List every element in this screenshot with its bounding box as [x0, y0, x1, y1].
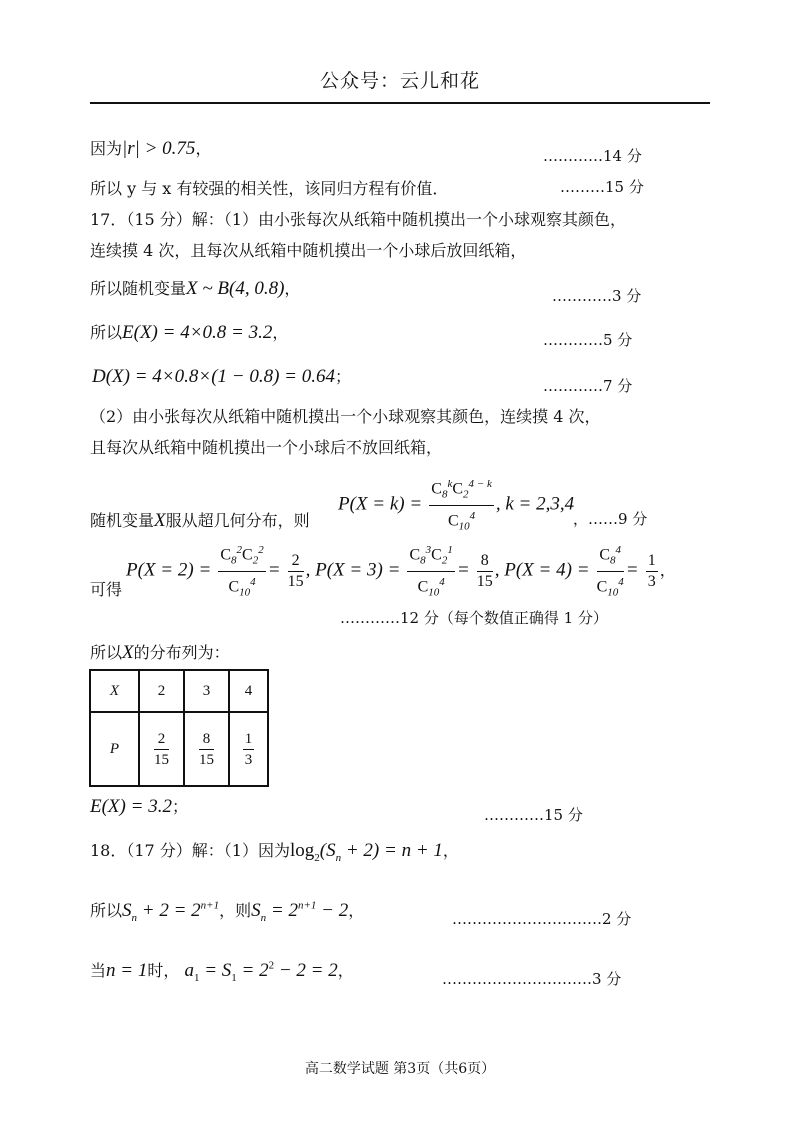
line-ex — [90, 794, 188, 818]
line-r-condition — [90, 136, 211, 160]
score-3: …………3 分 — [552, 287, 642, 305]
math: P(X = 2) = — [126, 559, 212, 581]
page-header: 公众号：云儿和花 — [319, 70, 480, 92]
math: , k = 2,3,4 — [495, 493, 575, 515]
table-row — [90, 712, 268, 786]
table-header-x: X — [90, 670, 139, 712]
line-a1 — [90, 958, 354, 984]
text: ， — [659, 560, 676, 580]
fraction: $\frac{2}{15}$ — [287, 551, 304, 590]
text: 所以 — [90, 901, 123, 920]
math: = — [456, 559, 470, 581]
math: $S_n + 2 = 2^{n+1}$ — [122, 899, 220, 924]
label-kede: 可得 — [90, 580, 123, 599]
text: 时， — [147, 961, 180, 980]
text: 的分布列为： — [133, 643, 230, 662]
header-rule — [90, 102, 710, 104]
part-2-line1: （2）由小张每次从纸箱中随机摸出一个小球观察其颜色，连续摸 4 次， — [90, 407, 601, 426]
text: 所以随机变量 — [90, 279, 187, 298]
line-binomial — [90, 276, 300, 300]
score-14: …………14 分 — [543, 147, 642, 165]
math: X — [122, 642, 134, 663]
line-correlation: 所以 y 与 x 有较强的相关性，该同归方程有价值． — [90, 179, 449, 198]
math: P(X = k) = — [338, 493, 423, 515]
fraction: $\frac{8}{15}$ — [476, 551, 493, 590]
text: 随机变量 — [90, 511, 155, 530]
text: ； — [171, 797, 188, 816]
math: n = 1 — [106, 960, 148, 981]
math: , P(X = 4) = — [494, 559, 590, 581]
line-variance — [92, 364, 351, 388]
table-cell: $\frac{2}{15}$ — [139, 712, 184, 786]
score-12: …………12 分（每个数值正确得 1 分） — [340, 609, 608, 627]
table-cell: $\frac{1}{3}$ — [229, 712, 268, 786]
math: = — [267, 559, 281, 581]
fraction: $\frac{C_8^2C_2^2}{C_{10}^4}$ — [218, 540, 265, 602]
math-binomial: X ~ B(4, 0.8) — [186, 278, 285, 299]
fraction: $\frac{C_8^kC_2^{4 - k}}{C_{10}^4}$ — [429, 474, 494, 536]
problem-18-line1 — [90, 838, 459, 864]
score-15b: …………15 分 — [484, 806, 583, 824]
page-footer: 高二数学试题 第3页（共6页） — [304, 1061, 496, 1077]
math: , P(X = 3) = — [305, 559, 401, 581]
score-9: ，……9 分 — [573, 510, 648, 528]
math: X — [154, 510, 166, 531]
text: ； — [335, 367, 352, 386]
math: = — [625, 559, 639, 581]
table-header-cell: 4 — [229, 670, 268, 712]
problem-17-line1: 17．（15 分）解：（1）由小张每次从纸箱中随机摸出一个小球观察其颜色， — [90, 210, 626, 229]
text: 所以 — [90, 323, 123, 342]
distribution-table — [89, 669, 269, 787]
hypergeometric-formula — [338, 474, 574, 536]
table-cell: $\frac{8}{15}$ — [184, 712, 229, 786]
math: $a_1 = S_1 = 2^2 - 2 = 2$ — [184, 959, 338, 984]
math-variance: D(X) = 4×0.8×(1 − 0.8) = 0.64 — [92, 366, 335, 387]
math: $S_n = 2^{n+1} - 2$ — [251, 899, 349, 924]
text: 所以 — [90, 643, 123, 662]
text: ， — [442, 841, 459, 860]
fraction: $\frac{C_8^4}{C_{10}^4}$ — [597, 540, 624, 602]
probabilities-formula — [126, 540, 676, 602]
text: 服从超几何分布，则 — [165, 511, 310, 530]
line-sn — [90, 898, 364, 924]
table-header-cell: 2 — [139, 670, 184, 712]
math-r-abs: |r| > 0.75 — [122, 138, 196, 159]
text: 当 — [90, 961, 107, 980]
text: 因为 — [90, 139, 123, 158]
score-3b: …………………………3 分 — [442, 970, 622, 988]
text: ， — [195, 139, 212, 158]
line-expectation — [90, 320, 288, 344]
math-log: $\log_2(S_n + 2) = n + 1$ — [290, 840, 443, 864]
score-5: …………5 分 — [543, 331, 633, 349]
text: ， — [272, 323, 289, 342]
text: ， — [348, 901, 365, 920]
score-7: …………7 分 — [543, 377, 633, 395]
math-expectation: E(X) = 4×0.8 = 3.2 — [122, 322, 273, 343]
fraction: $\frac{C_8^3C_2^1}{C_{10}^4}$ — [407, 540, 454, 602]
table-header-cell: 3 — [184, 670, 229, 712]
line-hypergeometric — [90, 508, 310, 532]
table-row — [90, 670, 268, 712]
line-distribution — [90, 640, 230, 664]
math: E(X) = 3.2 — [90, 796, 172, 817]
text: ， — [284, 279, 301, 298]
problem-17-line2: 连续摸 4 次，且每次从纸箱中随机摸出一个小球后放回纸箱， — [90, 241, 527, 260]
score-15a: ………15 分 — [560, 178, 644, 196]
fraction: $\frac{1}{3}$ — [647, 551, 656, 590]
part-2-line2: 且每次从纸箱中随机摸出一个小球后不放回纸箱， — [90, 438, 443, 457]
table-label-p: P — [90, 712, 139, 786]
text: ，则 — [219, 901, 252, 920]
text: ， — [337, 961, 354, 980]
text: 18．（17 分）解：（1）因为 — [90, 841, 290, 860]
score-2: …………………………2 分 — [452, 910, 632, 928]
